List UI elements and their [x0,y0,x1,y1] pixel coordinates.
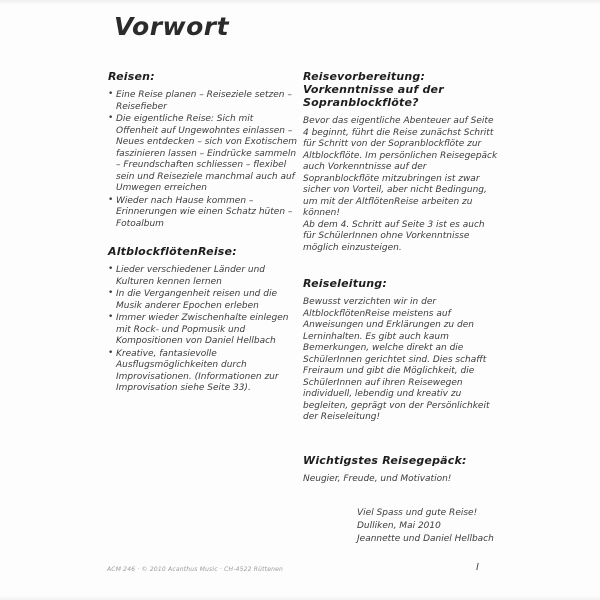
signoff-line: Viel Spass und gute Reise! [357,508,478,518]
bullet-item: • Eine Reise planen – Reiseziele setzen – Reisefieber [108,90,298,113]
bullet-item: • Die eigentliche Reise: Sich mit Offenheit auf Ungewohntes einlassen – Neues entdecken – sich von Exotischem faszinieren lassen – Eindrücke sammeln – Freundschaften schliessen – flexibel sein und Reiseziele manchmal auch auf Umwegen erreichen [108,114,298,195]
bullet-list [108,265,298,395]
section-altblockfloetenreise [108,245,298,395]
scan-edge-top [0,0,600,5]
section-heading: Reisevorbereitung: Vorkenntnisse auf der Sopranblockflöte? [303,70,444,109]
scan-edge-bottom [0,595,600,600]
section-reisen [108,70,298,230]
signoff-line: Jeannette und Daniel Hellbach [357,534,494,544]
bullet-item: • In die Vergangenheit reisen und die Musik anderer Epochen erleben [108,289,298,312]
bullet-item: • Lieder verschiedener Länder und Kulturen kennen lernen [108,265,298,288]
section-reisevorbereitung [303,70,500,254]
section-heading: Wichtigstes Reisegepäck: [303,453,467,467]
section-heading: Reiseleitung: [303,277,387,290]
bullet-item: • Immer wieder Zwischenhalte einlegen mit Rock- und Popmusik und Kompositionen von Daniel Hellbach [108,313,298,348]
column-left [108,70,298,396]
page-number: I [476,562,479,573]
section-heading: Reisen: [108,70,155,83]
paragraph: Ab dem 4. Schritt auf Seite 3 ist es auch für SchülerInnen ohne Vorkenntnisse möglich einzusteigen. [303,219,485,253]
section-wichtigstes-reisegepaeck [303,454,500,486]
section-heading: AltblockflötenReise: [108,245,237,258]
bullet-item: • Kreative, fantasievolle Ausflugsmöglichkeiten durch Improvisationen. (Informationen zur Improvisation siehe Seite 33). [108,349,298,395]
column-right [303,70,500,546]
section-reiseleitung [303,277,500,424]
page-title: Vorwort [114,12,230,41]
paragraph: Bevor das eigentliche Abenteuer auf Seite 4 beginnt, führt die Reise zunächst Schritt für Schritt von der Sopranblockflöte zur Altblockflöte. Im persönlichen Reisegepäck auch Vorkenntnisse auf der Sopranblockflöte mitzubringen ist zwar sicher von Vorteil, aber nicht Bedingung, um mit der AltflötenReise arbeiten zu können! [303,116,498,218]
signoff-line: Dulliken, Mai 2010 [357,521,441,531]
paragraph: Neugier, Freude, und Motivation! [303,473,452,484]
paragraph: Bewusst verzichten wir in der AltblockflötenReise meistens auf Anweisungen und Erklärungen zu den Lerninhalten. Es gibt auch kaum Bemerkungen, welche direkt an die SchülerInnen gerichtet sind. Dies schafft Freiraum und gibt die Möglichkeit, die SchülerInnen auf ihren Reisewegen individuell, lebendig und kreativ zu begleiten, geprägt von der Persönlichkeit der Reiseleitung! [303,297,490,422]
bullet-item: • Wieder nach Hause kommen – Erinnerungen wie einen Schatz hüten – Fotoalbum [108,196,298,231]
footer-imprint: ACM 246 · © 2010 Acanthus Music · CH-4522 Rüttenen [107,566,284,573]
signoff-block [357,507,500,546]
bullet-list [108,90,298,230]
